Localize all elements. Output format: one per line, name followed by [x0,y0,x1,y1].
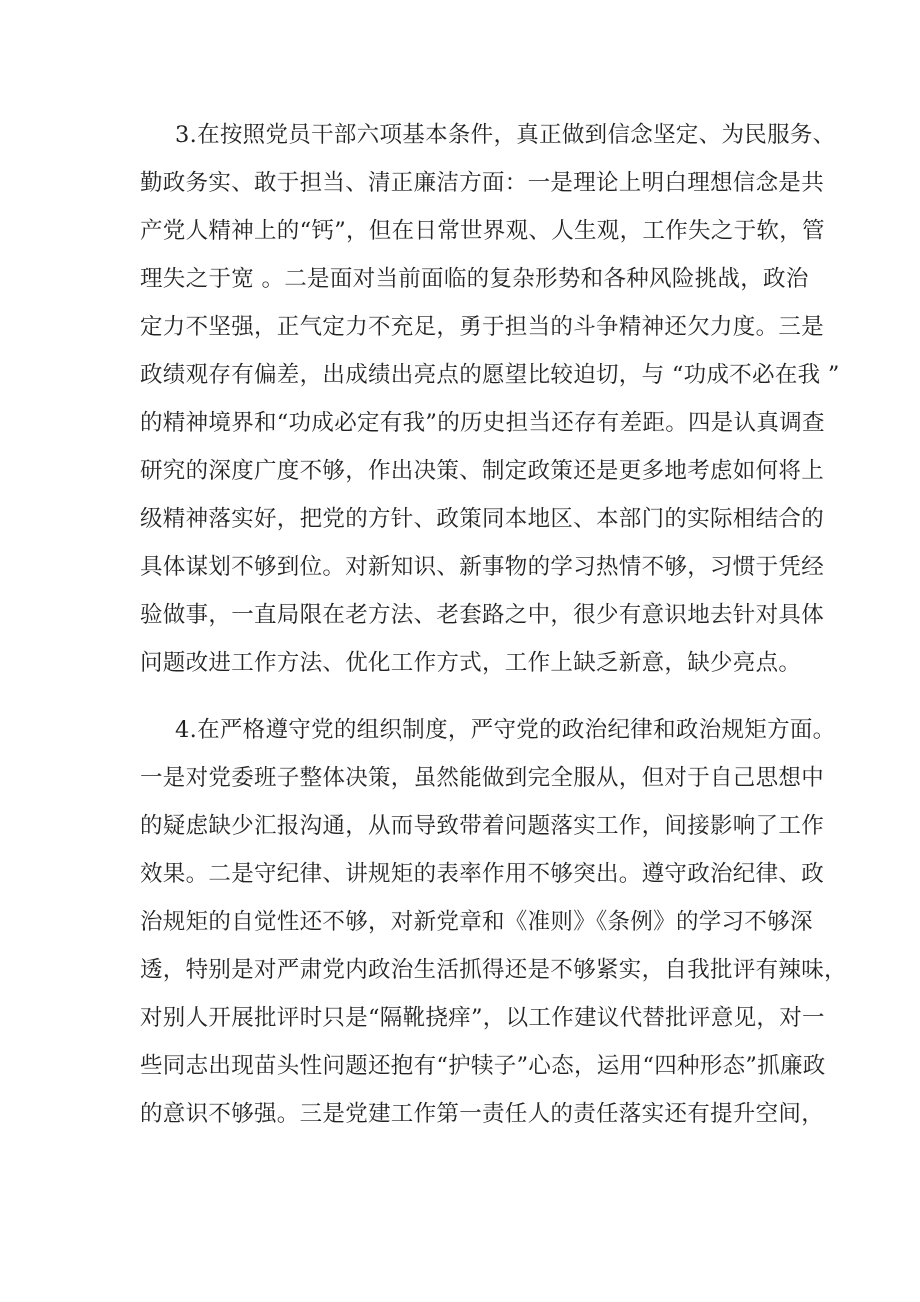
text-line: 问题改进工作方法、优化工作方式，工作上缺乏新意，缺少亮点。 [140,650,802,676]
text-line: 的疑虑缺少汇报沟通，从而导致带着问题落实工作，间接影响了工作 [140,813,825,839]
text-line: 研究的深度广度不够，作出决策、制定政策还是更多地考虑如何将上 [140,458,825,484]
text-line: 理失之于宽 。二是面对当前面临的复杂形势和各种风险挑战，政治 [140,266,809,292]
text-line: 透，特别是对严肃党内政治生活抓得还是不够紧实，自我批评有辣味， [140,957,847,983]
text-line: 4.在严格遵守党的组织制度，严守党的政治纪律和政治规矩方面。 [175,717,836,743]
text-line: 级精神落实好，把党的方针、政策同本地区、本部门的实际相结合的 [140,506,825,532]
text-line: 治规矩的自觉性还不够，对新党章和《准则》《条例》的学习不够深 [140,909,813,935]
text-line: 政绩观存有偏差，出成绩出亮点的愿望比较迫切，与 “功成不必在我 ” [140,362,840,388]
text-line: 具体谋划不够到位。对新知识、新事物的学习热情不够，习惯于凭经 [140,554,825,580]
text-line: 的精神境界和“功成必定有我”的历史担当还存有差距。四是认真调查 [140,410,825,436]
text-line: 些同志出现苗头性问题还抱有“护犊子”心态，运用“四种形态”抓廉政 [140,1053,826,1079]
text-line: 产党人精神上的“钙”，但在日常世界观、人生观，工作失之于软，管 [140,218,825,244]
text-line: 验做事，一直局限在老方法、老套路之中，很少有意识地去针对具体 [140,602,825,628]
text-line: 勤政务实、敢于担当、清正廉洁方面：一是理论上明白理想信念是共 [140,170,825,196]
text-line: 效果。二是守纪律、讲规矩的表率作用不够突出。遵守政治纪律、政 [140,861,825,887]
text-line: 一是对党委班子整体决策，虽然能做到完全服从，但对于自己思想中 [140,765,825,791]
text-line: 的意识不够强。三是党建工作第一责任人的责任落实还有提升空间， [140,1101,825,1127]
text-line: 定力不坚强，正气定力不充足，勇于担当的斗争精神还欠力度。三是 [140,314,825,340]
text-line: 对别人开展批评时只是“隔靴挠痒”，以工作建议代替批评意见，对一 [140,1005,825,1031]
text-line: 3.在按照党员干部六项基本条件，真正做到信念坚定、为民服务、 [175,122,836,148]
